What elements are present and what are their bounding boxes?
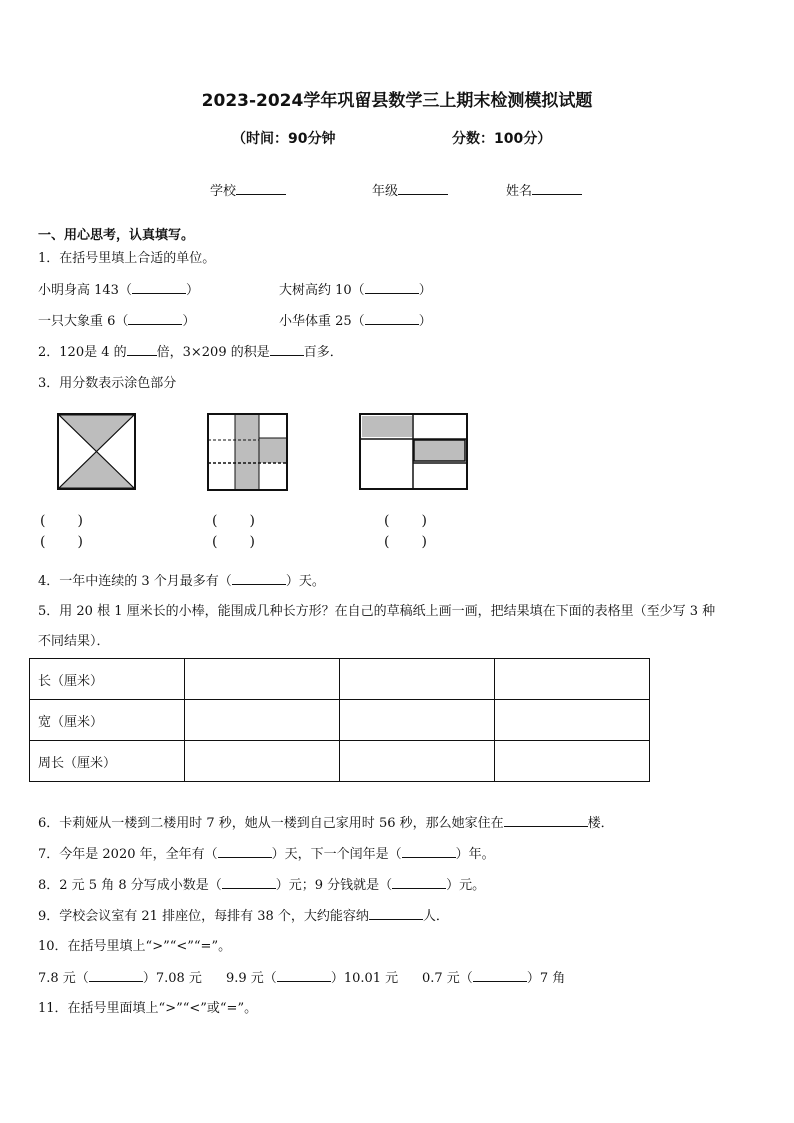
figure-rectangle: [359, 413, 469, 491]
answer-table: [29, 658, 650, 782]
table-cell[interactable]: [185, 741, 340, 782]
table-cell[interactable]: [340, 700, 495, 741]
question-4: 4．一年中连续的 3 个月最多有（ ）天。: [38, 574, 325, 589]
q1-item-c: 一只大象重 6（ ）: [38, 314, 196, 329]
q10-item-a: 7.8 元（ ）7.08 元: [38, 971, 202, 986]
table-cell[interactable]: [495, 659, 650, 700]
question-3: 3．用分数表示涂色部分: [38, 376, 177, 391]
table-row: [30, 659, 650, 700]
name-field: [506, 180, 582, 199]
section-title: 一、用心思考，认真填写。: [38, 228, 195, 243]
figure-triangles: [57, 413, 137, 491]
q1-item-a: 小明身高 143（ ）: [38, 283, 199, 298]
question-8: 8．2 元 5 角 8 分写成小数是（ ）元；9 分钱就是（ ）元。: [38, 878, 486, 893]
table-cell[interactable]: [340, 741, 495, 782]
fraction-answer-1[interactable]: ( ) ( ): [40, 513, 83, 550]
question-7: 7．今年是 2020 年，全年有（ ）天，下一个闰年是（ ）年。: [38, 847, 495, 862]
grade-blank: [398, 182, 448, 195]
question-11: 11．在括号里面填上“>”“<”或“=”。: [38, 1001, 258, 1016]
question-10: 10．在括号里填上“>”“<”“=”。: [38, 939, 232, 954]
figure-2-shaded-cell: [259, 438, 287, 463]
figure-grid: [207, 413, 289, 491]
q1-item-b: 大树高约 10（ ）: [279, 283, 432, 298]
page-title: 2023-2024学年巩留县数学三上期末检测模拟试题: [201, 91, 593, 111]
grade-label: 年级: [372, 184, 399, 199]
exam-time: （时间：90分钟: [232, 131, 336, 147]
figure-2-shaded-column: [235, 414, 259, 490]
table-row: [30, 700, 650, 741]
figure-3-shaded-top-left: [362, 416, 412, 437]
question-2: 2．120是 4 的 倍，3×209 的积是 百多．: [38, 345, 343, 360]
table-cell[interactable]: [185, 659, 340, 700]
name-blank: [532, 182, 582, 195]
row-header-perimeter: 周长（厘米）: [30, 741, 185, 782]
table-cell[interactable]: [495, 700, 650, 741]
question-6: 6．卡莉娅从一楼到二楼用时 7 秒，她从一楼到自己家用时 56 秒，那么她家住在 楼．: [38, 816, 614, 831]
school-blank: [236, 182, 286, 195]
row-header-width: 宽（厘米）: [30, 700, 185, 741]
school-label: 学校: [210, 184, 237, 199]
row-header-length: 长（厘米）: [30, 659, 185, 700]
question-1: 1．在括号里填上合适的单位。: [38, 251, 216, 266]
fraction-answer-2[interactable]: ( ) ( ): [212, 513, 255, 550]
school-field: [210, 180, 286, 199]
question-5-line-1: 5．用 20 根 1 厘米长的小棒，能围成几种长方形？在自己的草稿纸上画一画，把结果填在下面的表格里（至少写 3 种: [38, 604, 716, 619]
table-cell[interactable]: [495, 741, 650, 782]
q10-item-c: 0.7 元（ ）7 角: [422, 971, 566, 986]
table-row: [30, 741, 650, 782]
figure-3-shaded-middle-right: [414, 440, 465, 461]
name-label: 姓名: [506, 184, 533, 199]
question-5-line-2: 不同结果）．: [38, 634, 110, 649]
question-9: 9．学校会议室有 21 排座位，每排有 38 个，大约能容纳 人．: [38, 909, 449, 924]
q10-item-b: 9.9 元（ ）10.01 元: [226, 971, 399, 986]
exam-score: 分数：100分）: [452, 131, 552, 147]
table-cell[interactable]: [185, 700, 340, 741]
table-cell[interactable]: [340, 659, 495, 700]
fraction-answer-3[interactable]: ( ) ( ): [384, 513, 427, 550]
grade-field: [372, 180, 448, 199]
q1-item-d: 小华体重 25（ ）: [279, 314, 432, 329]
